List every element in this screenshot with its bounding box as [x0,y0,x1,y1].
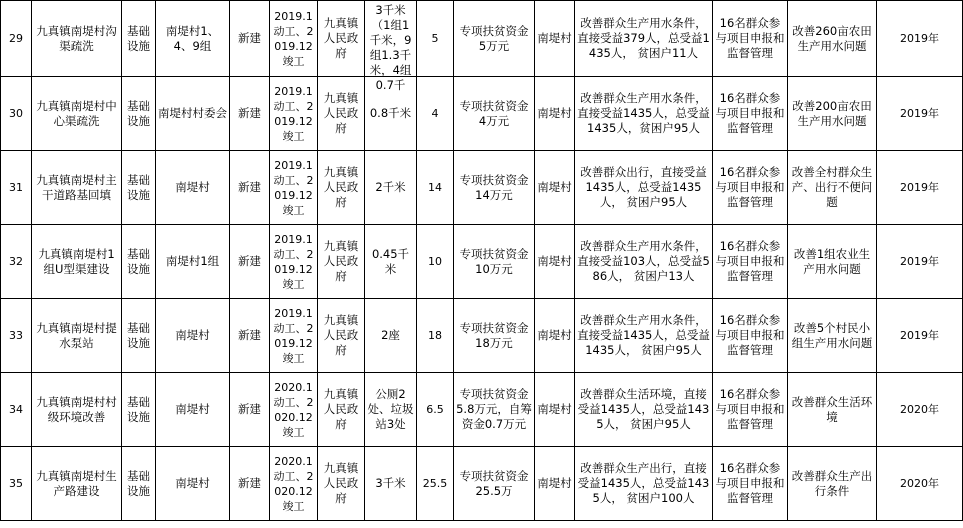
table-row [1,299,963,373]
beneficiary-village: 南堤村 [535,299,575,373]
construction-scale [365,447,417,521]
performance-goal: 改善5个村民小组生产用水问题 [788,299,877,373]
participation-mechanism: 16名群众参与项目申报和监督管理 [713,373,788,447]
construction-scale-text: 0.8千米 [369,106,412,120]
row-number: 31 [1,151,32,225]
project-location: 南堤村1、4、9组 [156,1,230,77]
construction-scale [365,373,417,447]
participation-mechanism: 16名群众参与项目申报和监督管理 [713,77,788,151]
benefit-description: 改善群众生产出行，直接受益1435人，总受益1435人， 贫困户100人 [575,447,713,521]
year: 2019年 [877,299,963,373]
construction-scale-text: 2座 [381,328,400,342]
performance-goal: 改善全村群众生产、出行不便问题 [788,151,877,225]
project-category: 基础设施 [122,1,156,77]
performance-goal: 改善群众生活环境 [788,373,877,447]
performance-goal: 改善1组农业生产用水问题 [788,225,877,299]
responsible-unit: 九真镇人民政府 [318,447,365,521]
project-category: 基础设施 [122,299,156,373]
participation-mechanism: 16名群众参与项目申报和监督管理 [713,447,788,521]
construction-type: 新建 [230,77,270,151]
beneficiary-village: 南堤村 [535,225,575,299]
construction-period: 2019.1动工、2019.12竣工 [270,151,318,225]
funding-source: 专项扶贫资金25.5万 [454,447,535,521]
construction-type: 新建 [230,447,270,521]
construction-scale [365,225,417,299]
construction-scale-text: 0.45千米 [371,246,410,276]
construction-type: 新建 [230,373,270,447]
funding-source: 专项扶贫资金14万元 [454,151,535,225]
year: 2019年 [877,77,963,151]
beneficiary-village: 南堤村 [535,77,575,151]
table-row [1,151,963,225]
investment-amount: 25.5 [417,447,454,521]
investment-amount: 14 [417,151,454,225]
table-row [1,225,963,299]
funding-source: 专项扶贫资金5万元 [454,1,535,77]
construction-type: 新建 [230,299,270,373]
benefit-description: 改善群众生产用水条件，直接受益379人，总受益1435人， 贫困户11人 [575,1,713,77]
investment-amount: 5 [417,1,454,77]
construction-period: 2019.1动工、2019.12竣工 [270,225,318,299]
investment-amount: 6.5 [417,373,454,447]
benefit-description: 改善群众生活环境，直接受益1435人，总受益1435人， 贫困户95人 [575,373,713,447]
row-number: 35 [1,447,32,521]
benefit-description: 改善群众生产用水条件，直接受益1435人，总受益1435人，贫困户95人 [575,77,713,151]
responsible-unit: 九真镇人民政府 [318,373,365,447]
beneficiary-village: 南堤村 [535,1,575,77]
project-name: 九真镇南堤村村级环境改善 [32,373,122,447]
funding-source: 专项扶贫资金4万元 [454,77,535,151]
table-body [1,1,963,521]
project-category: 基础设施 [122,225,156,299]
responsible-unit: 九真镇人民政府 [318,77,365,151]
construction-period: 2019.1动工、2019.12竣工 [270,77,318,151]
project-location: 南堤村 [156,447,230,521]
year: 2019年 [877,151,963,225]
project-name: 九真镇南堤村1组U型渠建设 [32,225,122,299]
project-name: 九真镇南堤村生产路建设 [32,447,122,521]
project-category: 基础设施 [122,373,156,447]
project-category: 基础设施 [122,77,156,151]
project-location: 南堤村村委会 [156,77,230,151]
construction-period: 2019.1动工、2019.12竣工 [270,1,318,77]
table-row [1,447,963,521]
row-number: 32 [1,225,32,299]
participation-mechanism: 16名群众参与项目申报和监督管理 [713,1,788,77]
row-number: 34 [1,373,32,447]
year: 2020年 [877,373,963,447]
project-location: 南堤村 [156,299,230,373]
participation-mechanism: 16名群众参与项目申报和监督管理 [713,299,788,373]
responsible-unit: 九真镇人民政府 [318,1,365,77]
construction-period: 2019.1动工、2019.12竣工 [270,299,318,373]
beneficiary-village: 南堤村 [535,373,575,447]
row-number: 30 [1,77,32,151]
project-name: 九真镇南堤村主干道路基回填 [32,151,122,225]
table-row [1,373,963,447]
performance-goal: 改善群众生产出行条件 [788,447,877,521]
responsible-unit: 九真镇人民政府 [318,151,365,225]
table-row [1,1,963,77]
table-row [1,77,963,151]
participation-mechanism: 16名群众参与项目申报和监督管理 [713,151,788,225]
benefit-description: 改善群众出行，直接受益1435人，总受益1435人， 贫困户95人 [575,151,713,225]
project-location: 南堤村 [156,151,230,225]
construction-period: 2020.1动工、2020.12竣工 [270,373,318,447]
project-category: 基础设施 [122,447,156,521]
construction-scale-text: 3千米 [375,476,406,490]
construction-scale-text: 3千米（1组1千米，9组1.3千米，4组0.7千 [369,2,412,92]
year: 2019年 [877,225,963,299]
project-name: 九真镇南堤村中心渠疏洗 [32,77,122,151]
investment-amount: 10 [417,225,454,299]
construction-type: 新建 [230,151,270,225]
construction-type: 新建 [230,225,270,299]
funding-source: 专项扶贫资金10万元 [454,225,535,299]
construction-scale [365,299,417,373]
year: 2019年 [877,1,963,77]
year: 2020年 [877,447,963,521]
benefit-description: 改善群众生产用水条件，直接受益103人，总受益586人， 贫困户13人 [575,225,713,299]
project-location: 南堤村1组 [156,225,230,299]
row-number: 33 [1,299,32,373]
project-category: 基础设施 [122,151,156,225]
responsible-unit: 九真镇人民政府 [318,299,365,373]
construction-scale-text: 2千米 [375,180,406,194]
project-location: 南堤村 [156,373,230,447]
benefit-description: 改善群众生产用水条件，直接受益1435人，总受益1435人， 贫困户95人 [575,299,713,373]
project-name: 九真镇南堤村沟渠疏洗 [32,1,122,77]
investment-amount: 4 [417,77,454,151]
participation-mechanism: 16名群众参与项目申报和监督管理 [713,225,788,299]
construction-type: 新建 [230,1,270,77]
beneficiary-village: 南堤村 [535,447,575,521]
construction-scale [365,151,417,225]
construction-scale-text: 公厕2处、垃圾站3处 [367,387,414,431]
responsible-unit: 九真镇人民政府 [318,225,365,299]
construction-period: 2020.1动工、2020.12竣工 [270,447,318,521]
performance-goal: 改善200亩农田生产用水问题 [788,77,877,151]
performance-goal: 改善260亩农田生产用水问题 [788,1,877,77]
funding-source: 专项扶贫资金5.8万元，自筹资金0.7万元 [454,373,535,447]
beneficiary-village: 南堤村 [535,151,575,225]
funding-source: 专项扶贫资金18万元 [454,299,535,373]
row-number: 29 [1,1,32,77]
construction-scale [365,1,417,92]
investment-amount: 18 [417,299,454,373]
project-name: 九真镇南堤村提水泵站 [32,299,122,373]
